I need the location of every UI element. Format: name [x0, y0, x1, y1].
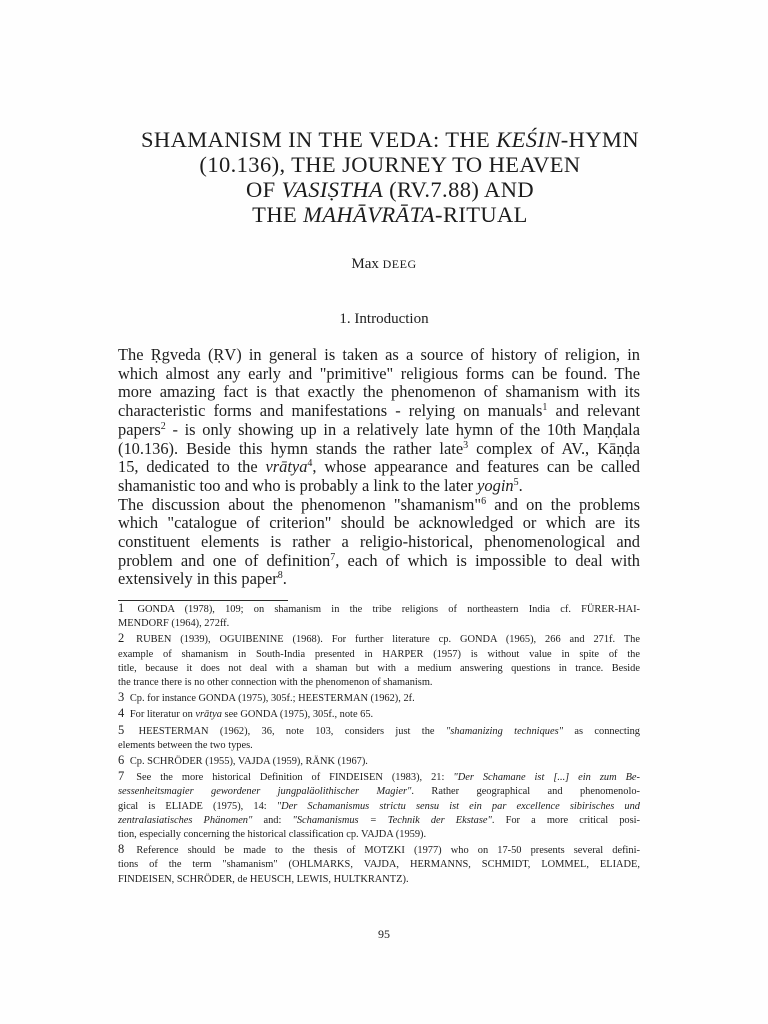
body-line: The Ṛgveda (ṚV) in general is taken as a source of history of religion, in [118, 345, 640, 364]
footnote-number: 1 [118, 601, 125, 615]
body-line: characteristic forms and manifestations - relying on manuals$^1$ and relevant [118, 401, 640, 421]
body-line: shamanistic too and who is probably a link to the later yogin$^5$. [118, 475, 523, 495]
footnote-number: 8 [118, 842, 125, 857]
footnote-number: 6 [118, 753, 125, 768]
footnote-5: 5 HEESTERMAN (1962), 36, note 103, considers just the "shamanizing techniques" as connecting elements between the two types. [118, 722, 640, 751]
body-line: constituent elements is rather a religio-historical, phenomenological and [118, 532, 640, 552]
footnote-number: 7 [118, 769, 125, 784]
body-line: more amazing fact is that exactly the phenomenon of shamanism with its [118, 382, 640, 402]
footnote-4: 4 For literatur on vrātya see GONDA (1975), 305f., note 65. [118, 706, 374, 721]
footnote-ref[interactable]: 7 [330, 551, 336, 563]
footnote-ref[interactable]: 2 [160, 420, 166, 432]
footnote-ref[interactable]: 8 [277, 570, 283, 582]
paper-title [80, 127, 700, 227]
footnote-7: 7 See the more historical Definition of FINDEISEN (1983), 21: "Der Schamane ist [...] ein zum Be- sessenheitsmagier gewordener jungpaläolithischer Magier". Rather geographical and phenomenolo- gical is ELIADE (1975), 14: "Der Schamanismus strictu sensu ist ein par excellence sibirisches und zentralasiatisches Phänomen" and: "Schamanismus = Technik der Ekstase". For a more critical posi- tion, especially concerning the historical classification cp. VAJDA (1959). [118, 769, 641, 841]
footnote-number: 5 [118, 722, 125, 737]
body-paragraph [118, 346, 640, 589]
footnote-ref[interactable]: 1 [542, 402, 548, 414]
footnote-6: 6 Cp. SCHRÖDER (1955), VAJDA (1959), RÄNK (1967). [118, 753, 368, 768]
footnote-ref[interactable]: 4 [307, 458, 313, 470]
body-line: which almost any early and "primitive" religious forms can be found. The [118, 363, 640, 383]
footnote-3: 3 Cp. for instance GONDA (1975), 305f.; HEESTERMAN (1962), 2f. [118, 690, 415, 705]
title-line-4: THE MAHĀVRĀTA-RITUAL [252, 202, 528, 227]
body-line: (10.136). Beside this hymn stands the rather late$^3$ complex of AV., Kāṇḍa [118, 438, 640, 458]
footnote-1: 1 GONDA (1978), 109; on shamanism in the tribe religions of northeastern India cf. FÜRER-HAI- MENDORF (1964), 272ff. [118, 601, 640, 630]
page-number: 95 [378, 927, 390, 941]
footnote-ref[interactable]: 6 [481, 495, 487, 507]
body-line: The discussion about the phenomenon "shamanism"$^6$ and on the problems [118, 494, 640, 514]
footnote-number: 4 [118, 706, 125, 721]
body-line: 15, dedicated to the vrātya$^4$, whose appearance and features can be called [118, 457, 640, 477]
footnote-8: 8 Reference should be made to the thesis of MOTZKI (1977) who on 17-50 presents several defini- tions of the term "shamanism" (OHLMARKS, VAJDA, HERMANNS, SCHMIDT, LOMMEL, ELIADE, FINDEISEN, SCHRÖDER, de HEUSCH, LEWIS, HULTKRANTZ). [118, 842, 640, 885]
body-line: papers$^2$ - is only showing up in a relatively late hymn of the 10th Maṇḍala [118, 419, 640, 439]
section-heading: 1. Introduction [339, 311, 429, 327]
body-line: extensively in this paper$^8$. [118, 569, 287, 589]
body-line: which "catalogue of criterion" should be acknowledged or which are its [118, 513, 640, 533]
footnote-2: 2 RUBEN (1939), OGUIBENINE (1968). For further literature cp. GONDA (1965), 266 and 271f. The example of shamanism in South-India presented in HARPER (1957) is without value in spite of the title, because it does not deal with a shaman but with a medium answering questions in trance. Beside the trance there is no other connection with the phenomenon of shamanism. [118, 631, 640, 689]
footnote-ref[interactable]: 5 [513, 476, 519, 488]
footnotes [118, 601, 640, 887]
footnote-number: 2 [118, 631, 125, 646]
title-line-1: SHAMANISM IN THE VEDA: THE KEŚIN-HYMN [141, 127, 639, 152]
title-line-3: OF VASIṢTHA (RV.7.88) AND [245, 177, 535, 202]
author-name: Max DEEG [351, 256, 417, 272]
footnote-number: 3 [118, 690, 125, 705]
footnote-ref[interactable]: 3 [463, 439, 469, 451]
body-line: problem and one of definition$^7$, each of which is impossible to deal with [118, 550, 640, 570]
title-line-2: (10.136), THE JOURNEY TO HEAVEN [199, 152, 581, 177]
